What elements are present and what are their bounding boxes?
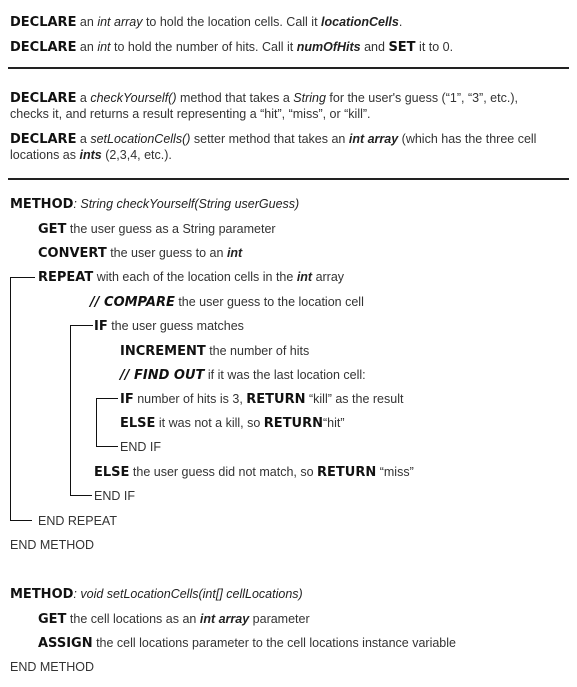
section-divider bbox=[8, 178, 569, 180]
inner-if-bracket-top bbox=[96, 398, 118, 399]
declare-location-cells-line bbox=[10, 14, 402, 31]
keyword-else: ELSE bbox=[94, 465, 130, 480]
keyword-set: SET bbox=[388, 40, 416, 55]
text: array bbox=[312, 270, 345, 284]
if-bracket-bottom bbox=[70, 495, 92, 496]
text: “miss” bbox=[376, 465, 414, 479]
text: and bbox=[360, 40, 389, 54]
text: . bbox=[398, 15, 403, 29]
keyword-repeat: REPEAT bbox=[38, 270, 94, 285]
text: the user guess to an bbox=[106, 246, 227, 260]
text: the number of hits bbox=[205, 344, 310, 358]
text: parameter bbox=[249, 612, 310, 626]
declare-set-location-cells-line-cont bbox=[10, 147, 172, 163]
end-method-check-yourself bbox=[10, 537, 94, 553]
inner-if-bracket-vertical bbox=[96, 398, 97, 446]
keyword-compare: // COMPARE bbox=[90, 295, 175, 310]
type-text: int bbox=[97, 40, 111, 54]
text: END METHOD bbox=[10, 660, 95, 674]
keyword-else: ELSE bbox=[120, 416, 156, 431]
type-text: int array bbox=[348, 132, 399, 146]
keyword-if: IF bbox=[94, 319, 108, 334]
convert-line bbox=[38, 245, 242, 262]
outer-end-if bbox=[94, 488, 135, 504]
keyword-declare: DECLARE bbox=[10, 91, 77, 106]
keyword-method: METHOD bbox=[10, 197, 74, 212]
method-signature: : String checkYourself(String userGuess) bbox=[73, 197, 300, 211]
repeat-bracket-bottom bbox=[10, 520, 32, 521]
repeat-bracket-top bbox=[10, 277, 35, 278]
text: locations as bbox=[10, 148, 80, 162]
end-repeat bbox=[38, 513, 117, 529]
text: END METHOD bbox=[10, 538, 95, 552]
keyword-return: RETURN bbox=[317, 465, 377, 480]
text: (which has the three cell bbox=[398, 132, 537, 146]
text: method that takes a bbox=[176, 91, 294, 105]
text: (2,3,4, etc.). bbox=[101, 148, 172, 162]
keyword-method: METHOD bbox=[10, 587, 74, 602]
keyword-get: GET bbox=[38, 612, 67, 627]
keyword-declare: DECLARE bbox=[10, 40, 77, 55]
keyword-declare: DECLARE bbox=[10, 132, 77, 147]
text: the user guess did not match, so bbox=[129, 465, 318, 479]
declare-check-yourself-line-cont bbox=[10, 106, 371, 122]
repeat-bracket-vertical bbox=[10, 277, 11, 520]
inner-end-if bbox=[120, 439, 161, 455]
repeat-line bbox=[38, 269, 344, 286]
else-not-kill-line bbox=[120, 415, 345, 432]
type-text: ints bbox=[79, 148, 102, 162]
type-text: int array bbox=[199, 612, 250, 626]
method-check-yourself-heading bbox=[10, 196, 299, 213]
type-text: int array bbox=[97, 15, 143, 29]
declare-num-of-hits-line bbox=[10, 39, 453, 56]
get-user-guess-line bbox=[38, 221, 276, 238]
end-method-set-location-cells bbox=[10, 659, 94, 675]
if-bracket-vertical bbox=[70, 325, 71, 495]
text: checks it, and returns a result representing a “hit”, “miss”, or “kill”. bbox=[10, 107, 371, 121]
text: with each of the location cells in the bbox=[93, 270, 297, 284]
increment-line bbox=[120, 343, 309, 360]
get-cell-locations-line bbox=[38, 611, 310, 628]
else-miss-line bbox=[94, 464, 414, 481]
text: setter method that takes an bbox=[190, 132, 349, 146]
text: number of hits is 3, bbox=[133, 392, 247, 406]
method-name: checkYourself() bbox=[90, 91, 177, 105]
inner-if-bracket-bottom bbox=[96, 446, 118, 447]
text: END IF bbox=[120, 440, 161, 454]
declare-check-yourself-line bbox=[10, 90, 518, 107]
section-divider bbox=[8, 67, 569, 69]
text: to hold the number of hits. Call it bbox=[110, 40, 297, 54]
type-text: int bbox=[296, 270, 313, 284]
if-bracket-top bbox=[70, 325, 93, 326]
keyword-return: RETURN bbox=[263, 416, 324, 431]
var-name: numOfHits bbox=[296, 40, 361, 54]
text: a bbox=[76, 132, 91, 146]
text: the cell locations as an bbox=[66, 612, 200, 626]
method-name: setLocationCells() bbox=[90, 132, 191, 146]
text: a bbox=[76, 91, 91, 105]
text: an bbox=[76, 40, 98, 54]
var-name: locationCells bbox=[321, 15, 399, 29]
text: “kill” as the result bbox=[305, 392, 404, 406]
method-set-location-cells-heading bbox=[10, 586, 303, 603]
type-text: String bbox=[293, 91, 326, 105]
keyword-increment: INCREMENT bbox=[120, 344, 206, 359]
text: it to 0. bbox=[415, 40, 454, 54]
text: the user guess matches bbox=[107, 319, 244, 333]
assign-line bbox=[38, 635, 456, 652]
keyword-convert: CONVERT bbox=[38, 246, 107, 261]
keyword-if: IF bbox=[120, 392, 134, 407]
text: it was not a kill, so bbox=[155, 416, 264, 430]
keyword-assign: ASSIGN bbox=[38, 636, 93, 651]
text: END REPEAT bbox=[38, 514, 117, 528]
text: the user guess as a String parameter bbox=[66, 222, 276, 236]
if-guess-matches-line bbox=[94, 318, 244, 335]
text: to hold the location cells. Call it bbox=[142, 15, 322, 29]
keyword-get: GET bbox=[38, 222, 67, 237]
text: the cell locations parameter to the cell locations instance variable bbox=[92, 636, 456, 650]
text: the user guess to the location cell bbox=[174, 295, 364, 309]
method-signature: : void setLocationCells(int[] cellLocations) bbox=[73, 587, 303, 601]
keyword-find-out: // FIND OUT bbox=[120, 368, 205, 383]
keyword-return: RETURN bbox=[246, 392, 306, 407]
compare-comment-line bbox=[90, 294, 364, 311]
find-out-comment-line bbox=[120, 367, 366, 384]
text: an bbox=[76, 15, 98, 29]
type-text: int bbox=[226, 246, 243, 260]
keyword-declare: DECLARE bbox=[10, 15, 77, 30]
text: “hit” bbox=[323, 416, 345, 430]
declare-set-location-cells-line bbox=[10, 131, 536, 148]
text: for the user's guess (“1”, “3”, etc.), bbox=[325, 91, 518, 105]
text: END IF bbox=[94, 489, 135, 503]
text: if it was the last location cell: bbox=[204, 368, 366, 382]
if-hits-three-line bbox=[120, 391, 403, 408]
